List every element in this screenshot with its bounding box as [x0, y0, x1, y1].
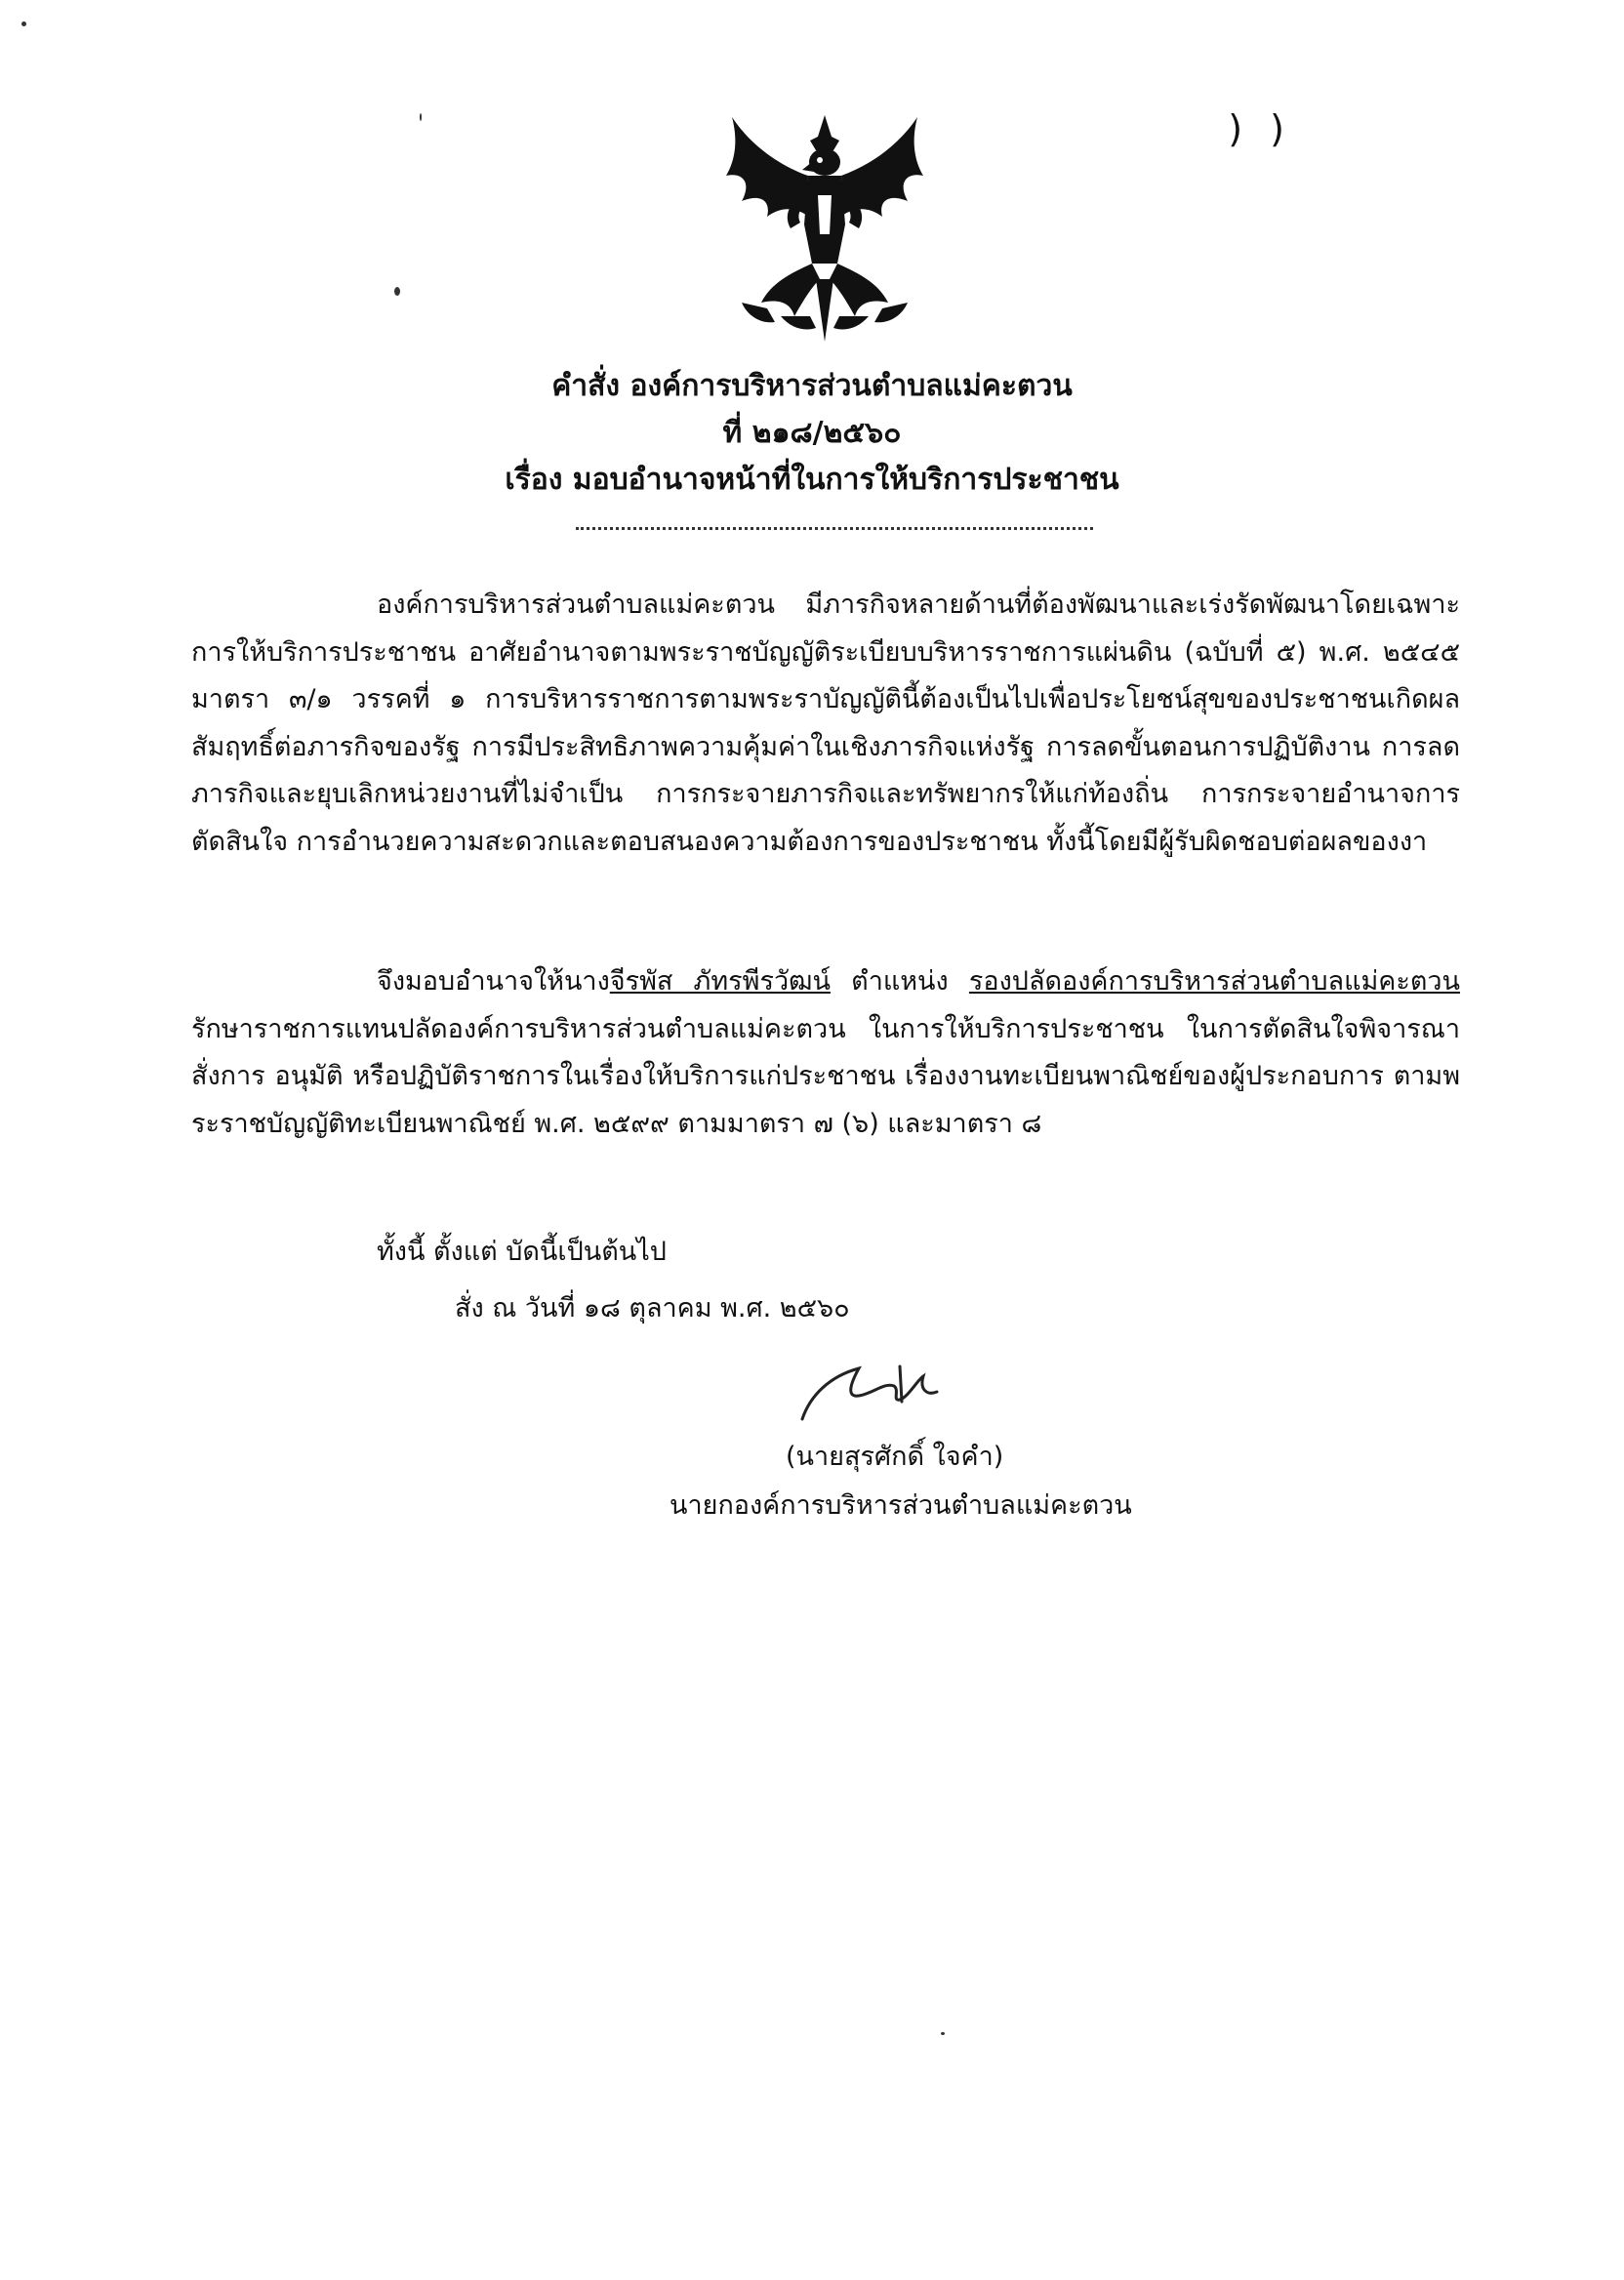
signing-date: สั่ง ณ วันที่ ๑๘ ตุลาคม พ.ศ. ๒๕๖๐ — [455, 1293, 850, 1323]
position-label: ตำแหน่ง — [830, 966, 969, 997]
order-title: คำสั่ง องค์การบริหารส่วนตำบลแม่คะตวน — [551, 369, 1073, 403]
paragraph-2-rest: รักษาราชการแทนปลัดองค์การบริหารส่วนตำบลแม่คะตวน ในการให้บริการประชาชน ในการตัดสินใจพิจารณา สั่งการ อนุมัติ หรือปฏิบัติราชการในเรื่องให้บริการแก่ประชาชน เรื่องงานทะเบียนพาณิชย์ของผู้ประกอบการ ตามพระราชบัญญัติทะเบียนพาณิชย์ พ.ศ. ๒๕๙๙ ตามมาตรา ๗ (๖) และมาตรา ๘ — [191, 1013, 1460, 1139]
scan-speck — [394, 287, 400, 296]
scan-speck — [21, 21, 26, 26]
body-paragraph-2 — [191, 958, 1460, 1148]
garuda-emblem — [722, 107, 927, 351]
effective-date-text: ทั้งนี้ ตั้งแต่ บัดนี้เป็นต้นไป — [377, 1237, 667, 1267]
signer-name: (นายสุรศักดิ์ ใจคำ) — [786, 1442, 1004, 1472]
scan-speck — [420, 113, 422, 121]
paragraph-2-lead: จึงมอบอำนาจให้นาง — [377, 966, 610, 997]
order-subject: เรื่อง มอบอำนาจหน้าที่ในการให้บริการประชาชน — [505, 463, 1119, 497]
handwritten-signature — [791, 1347, 966, 1425]
signer-title: นายกองค์การบริหารส่วนตำบลแม่คะตวน — [670, 1490, 1132, 1521]
page-mark: ) ) — [1228, 107, 1292, 150]
delegate-position: รองปลัดองค์การบริหารส่วนตำบลแม่คะตวน — [968, 966, 1460, 997]
body-paragraph-1: องค์การบริหารส่วนตำบลแม่คะตวน มีภารกิจหลายด้านที่ต้องพัฒนาและเร่งรัดพัฒนาโดยเฉพาะการให้บริการประชาชน อาศัยอำนาจตามพระราชบัญญัติระเบียบบริหารราชการแผ่นดิน (ฉบับที่ ๕) พ.ศ. ๒๕๔๕ มาตรา ๓/๑ วรรคที่ ๑ การบริหารราชการตามพระราบัญญัตินี้ต้องเป็นไปเพื่อประโยชน์สุขของประชาชนเกิดผลสัมฤทธิ์ต่อภารกิจของรัฐ การมีประสิทธิภาพความคุ้มค่าในเชิงภารกิจแห่งรัฐ การลดขั้นตอนการปฏิบัติงาน การลดภารกิจและยุบเลิกหน่วยงานที่ไม่จำเป็น การกระจายภารกิจและทรัพยากรให้แก่ท้องถิ่น การกระจายอำนาจการตัดสินใจ การอำนวยความสะดวกและตอบสนองความต้องการของประชาชน ทั้งนี้โดยมีผู้รับผิดชอบต่อผลของงา — [191, 590, 1460, 857]
delegate-name: จีรพัส ภัทรพีรวัฒน์ — [609, 966, 831, 997]
order-number: ที่ ๒๑๘/๒๕๖๐ — [722, 416, 902, 450]
dotted-separator — [576, 527, 1093, 530]
scan-speck — [941, 2032, 945, 2035]
